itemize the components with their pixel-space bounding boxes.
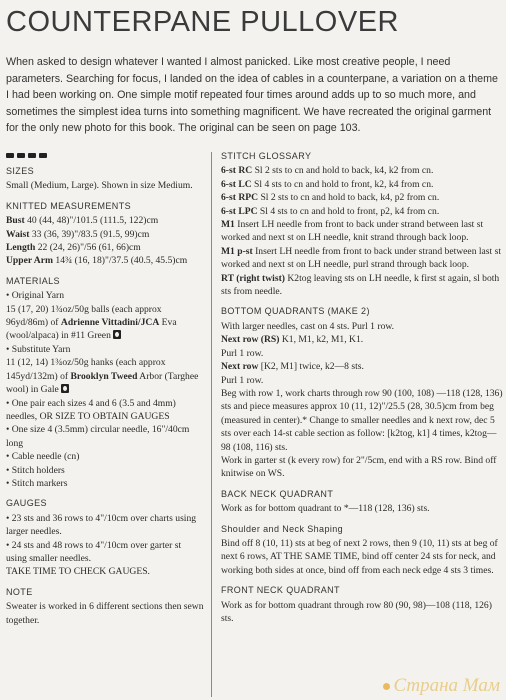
- substitute-yarn-text: 11 (12, 14) 1¾oz/50g hanks (each approx 145yd/132m) of Brooklyn Tweed Arbor (Targhee wool) in Gale: [6, 357, 199, 396]
- pattern-title: COUNTERPANE PULLOVER: [6, 6, 399, 38]
- stitch-holders: • Stitch holders: [6, 464, 65, 476]
- materials-heading: MATERIALS: [6, 275, 60, 286]
- note-heading: NOTE: [6, 586, 33, 597]
- watermark-logo-icon: [383, 683, 390, 690]
- yarn-weight-icon: [113, 330, 121, 339]
- right-column: [221, 150, 504, 625]
- measurements-heading: KNITTED MEASUREMENTS: [6, 200, 132, 211]
- left-column: [6, 150, 204, 627]
- cable-needle: • Cable needle (cn): [6, 451, 80, 463]
- needles-pair: • One pair each sizes 4 and 6 (3.5 and 4mm) needles, OR SIZE TO OBTAIN GAUGES: [6, 397, 176, 422]
- measure-upper-arm: Upper Arm 14¾ (16, 18)"/37.5 (40.5, 45.5)cm: [6, 255, 188, 267]
- intro-paragraph: When asked to design whatever I wanted I almost panicked. Like most creative people, I need parameters. Searching for focus, I landed on the idea of cables in a counterpane, a variation on a theme I had been working on. One simple motif repeated four times around adds up to so much more, and sometimes the simplest idea turns into something magnificent. We have recreated the original garment for the only new photo for this book. The original can be seen on page 103.: [6, 56, 498, 135]
- bottom-quadrants-heading: BOTTOM QUADRANTS (MAKE 2): [221, 306, 370, 317]
- measure-waist: Waist 33 (36, 39)"/83.5 (91.5, 99)cm: [6, 228, 150, 240]
- gauge-check: TAKE TIME TO CHECK GAUGES.: [6, 566, 150, 578]
- glossary-rpc: 6-st RPC Sl 2 sts to cn and hold to back, k4, p2 from cn.: [221, 192, 440, 204]
- original-yarn-label: • Original Yarn: [6, 290, 64, 302]
- original-yarn-text: 15 (17, 20) 1¾oz/50g balls (each approx 96yd/86m) of Adrienne Vittadini/JCA Eva (wool/alpaca) in #11 Green: [6, 303, 177, 342]
- bottom-step-6: Beg with row 1, work charts through row 90 (100, 108) —118 (128, 136) sts and piece measures approx 10 (11, 12)"/25.5 (28, 30.5)cm from beg (measured in center).* Change to smaller needles and k next row, dec 5 sts over each 14-st cable section as follow: [k2tog, k1] 4 times, k2tog—98 (108, 116) sts.: [221, 387, 503, 453]
- front-neck-text: Work as for bottom quadrant through row 80 (90, 98)—108 (118, 126) sts.: [221, 599, 492, 624]
- column-divider: [211, 152, 212, 697]
- front-neck-heading: FRONT NECK QUADRANT: [221, 585, 340, 596]
- glossary-m1: M1 Insert LH needle from front to back under strand between last st worked and next st on LH needle, knit strand through back loop.: [221, 219, 484, 244]
- shoulder-shaping-text: Bind off 8 (10, 11) sts at beg of next 2 rows, then 9 (10, 11) sts at beg of next 6 rows, AT THE SAME TIME, bind off center 24 sts for neck, and working both sides at once, bind off from each neck edge 4 sts 3 times.: [221, 537, 498, 576]
- note-text: Sweater is worked in 6 different sections then sewn together.: [6, 601, 204, 626]
- back-neck-heading: BACK NECK QUADRANT: [221, 488, 334, 499]
- bottom-step-7: Work in garter st (k every row) for 2"/5cm, end with a RS row. Bind off knitwise on WS.: [221, 454, 497, 480]
- gauge-garter: • 24 sts and 48 rows to 4"/10cm over garter st using smaller needles.: [6, 539, 182, 564]
- gauges-heading: GAUGES: [6, 498, 47, 509]
- bottom-step-2: Next row (RS) K1, M1, k2, M1, K1.: [221, 334, 364, 346]
- back-neck-text: Work as for bottom quadrant to *—118 (128, 136) sts.: [221, 503, 430, 515]
- measure-bust: Bust 40 (44, 48)"/101.5 (111.5, 122)cm: [6, 215, 159, 227]
- yarn-weight-icon: [61, 384, 69, 393]
- substitute-yarn-label: • Substitute Yarn: [6, 343, 71, 355]
- gauge-charts: • 23 sts and 36 rows to 4"/10cm over charts using larger needles.: [6, 512, 197, 538]
- needles-circular: • One size 4 (3.5mm) circular needle, 16"/40cm long: [6, 424, 190, 449]
- shoulder-shaping-heading: Shoulder and Neck Shaping: [221, 523, 344, 534]
- bottom-step-3: Purl 1 row.: [221, 347, 264, 359]
- glossary-lpc: 6-st LPC Sl 4 sts to cn and hold to front, p2, k4 from cn.: [221, 205, 440, 217]
- skill-level-icon: [6, 153, 204, 159]
- bottom-step-4: Next row [K2, M1] twice, k2—8 sts.: [221, 361, 364, 373]
- sizes-text: Small (Medium, Large). Shown in size Medium.: [6, 180, 193, 192]
- glossary-heading: STITCH GLOSSARY: [221, 151, 312, 161]
- glossary-m1p: M1 p-st Insert LH needle from front to back under strand between last st worked and next st on LH needle, purl strand through back loop.: [221, 245, 502, 271]
- measure-length: Length 22 (24, 26)"/56 (61, 66)cm: [6, 242, 141, 254]
- glossary-lc: 6-st LC Sl 4 sts to cn and hold to front, k2, k4 from cn.: [221, 178, 434, 190]
- glossary-rc: 6-st RC Sl 2 sts to cn and hold to back, k4, k2 from cn.: [221, 165, 434, 177]
- site-watermark: Страна Мам: [383, 675, 500, 697]
- bottom-step-5: Purl 1 row.: [221, 374, 264, 386]
- bottom-step-1: With larger needles, cast on 4 sts. Purl 1 row.: [221, 320, 395, 332]
- sizes-heading: SIZES: [6, 166, 35, 176]
- stitch-markers: • Stitch markers: [6, 477, 68, 489]
- glossary-rt: RT (right twist) K2tog leaving sts on LH needle, k first st again, sl both sts from needle.: [221, 272, 500, 298]
